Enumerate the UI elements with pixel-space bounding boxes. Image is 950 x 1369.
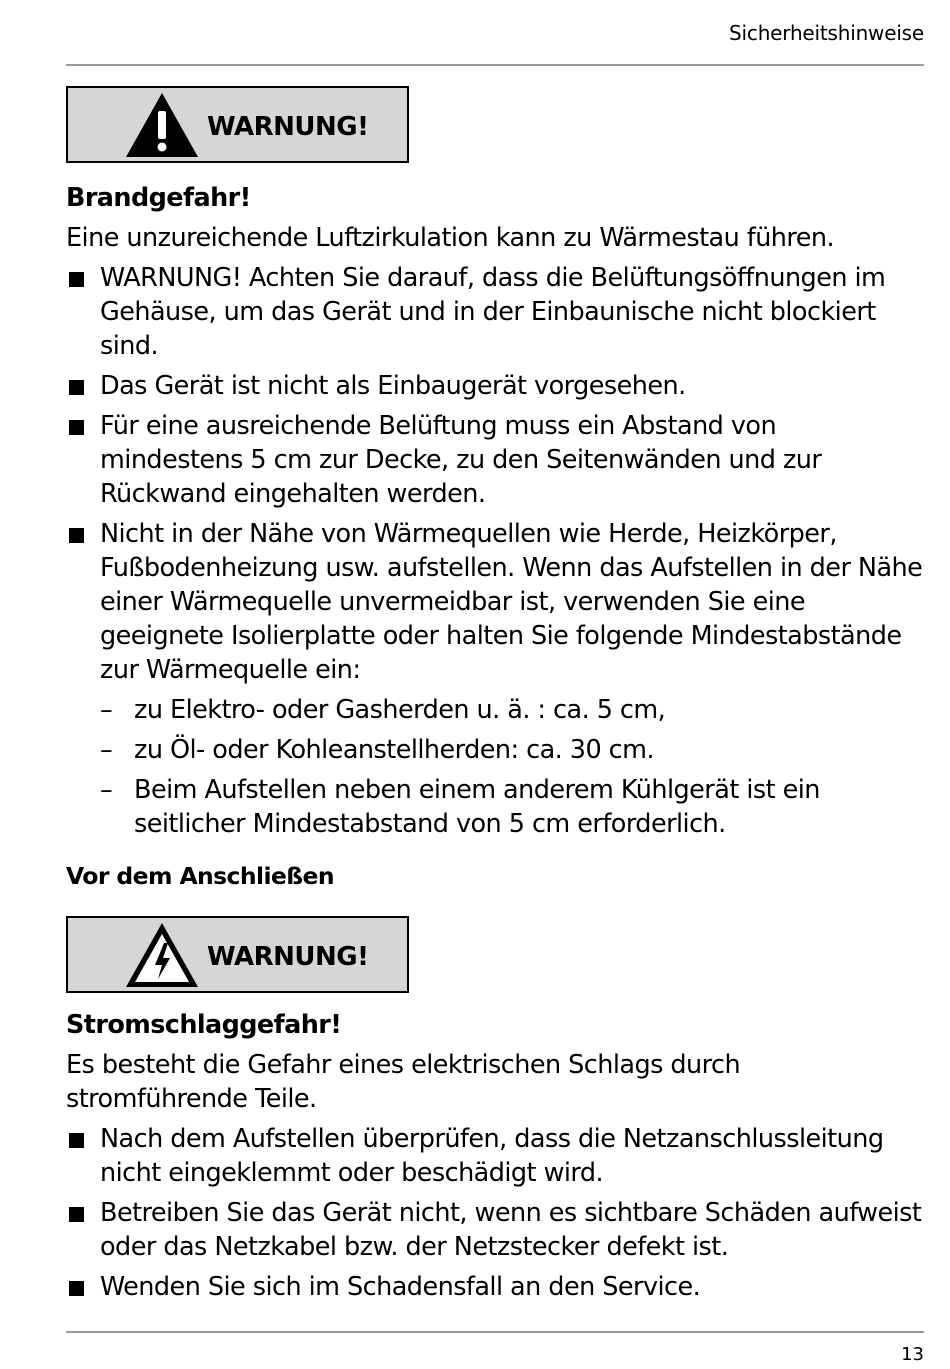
fire-bullet-list [66, 261, 924, 841]
bullet-square-icon [69, 1133, 84, 1148]
list-item [66, 517, 924, 841]
list-item-text: Für eine ausreichende Belüftung muss ein Abstand von mindestens 5 cm zur Decke, zu den Seitenwänden und zur Rückwand eingehalten werden. [100, 411, 822, 509]
list-item [66, 1122, 924, 1190]
dash-list-item [100, 693, 924, 727]
warning-label: WARNUNG! [207, 112, 369, 142]
list-item [66, 1270, 924, 1304]
shock-section [66, 1008, 924, 1310]
bullet-square-icon [69, 1207, 84, 1222]
fire-intro: Eine unzureichende Luftzirkulation kann zu Wärmestau führen. [66, 223, 835, 253]
list-item [66, 369, 924, 403]
list-item [66, 409, 924, 511]
warning-box-shock [66, 916, 409, 993]
shock-intro: Es besteht die Gefahr eines elektrischen Schlags durch stromführende Teile. [66, 1050, 741, 1114]
dash-item-text: zu Öl- oder Kohleanstellherden: ca. 30 cm. [134, 735, 654, 765]
electric-hazard-triangle-icon [124, 921, 200, 989]
bullet-square-icon [69, 272, 84, 287]
dash-item-text: Beim Aufstellen neben einem anderem Kühlgerät ist ein seitlicher Mindestabstand von 5 cm erforderlich. [134, 775, 820, 839]
dash-mark: – [100, 775, 113, 805]
dash-mark: – [100, 695, 113, 725]
dash-list-item [100, 773, 924, 841]
dash-item-text: zu Elektro- oder Gasherden u. ä. : ca. 5 cm, [134, 695, 666, 725]
warning-label: WARNUNG! [207, 942, 369, 972]
page-header-title: Sicherheitshinweise [729, 21, 924, 45]
dash-list-item [100, 733, 924, 767]
subsection-title: Vor dem Anschließen [66, 862, 335, 890]
bullet-square-icon [69, 380, 84, 395]
footer-rule [66, 1331, 924, 1333]
list-item-text: Wenden Sie sich im Schadensfall an den Service. [100, 1272, 701, 1302]
bullet-square-icon [69, 1281, 84, 1296]
dash-mark: – [100, 735, 113, 765]
distance-dash-list [100, 693, 924, 841]
header-rule [66, 64, 924, 66]
list-item-text: Nach dem Aufstellen überprüfen, dass die Netzanschlussleitung nicht eingeklemmt oder beschädigt wird. [100, 1124, 884, 1188]
list-item-text: Nicht in der Nähe von Wärmequellen wie Herde, Heizkörper, Fußbodenheizung usw. aufstellen. Wenn das Aufstellen in der Nähe einer Wärmequelle unvermeidbar ist, verwenden Sie eine geeignete Isolierplatte oder halten Sie folgende Mindestabstände zur Wärmequelle ein: [100, 519, 923, 685]
list-item [66, 261, 924, 363]
exclamation-triangle-icon [124, 91, 200, 159]
fire-section [66, 181, 924, 847]
warning-box-fire [66, 86, 409, 163]
bullet-square-icon [69, 528, 84, 543]
list-item-text: WARNUNG! Achten Sie darauf, dass die Belüftungsöffnungen im Gehäuse, um das Gerät und in der Einbaunische nicht blockiert sind. [100, 263, 886, 361]
fire-heading: Brandgefahr! [66, 183, 251, 213]
list-item [66, 1196, 924, 1264]
page-number: 13 [901, 1344, 924, 1365]
shock-heading: Stromschlaggefahr! [66, 1010, 342, 1040]
list-item-text: Betreiben Sie das Gerät nicht, wenn es sichtbare Schäden aufweist oder das Netzkabel bzw. der Netzstecker defekt ist. [100, 1198, 922, 1262]
shock-bullet-list [66, 1122, 924, 1304]
bullet-square-icon [69, 420, 84, 435]
list-item-text: Das Gerät ist nicht als Einbaugerät vorgesehen. [100, 371, 686, 401]
